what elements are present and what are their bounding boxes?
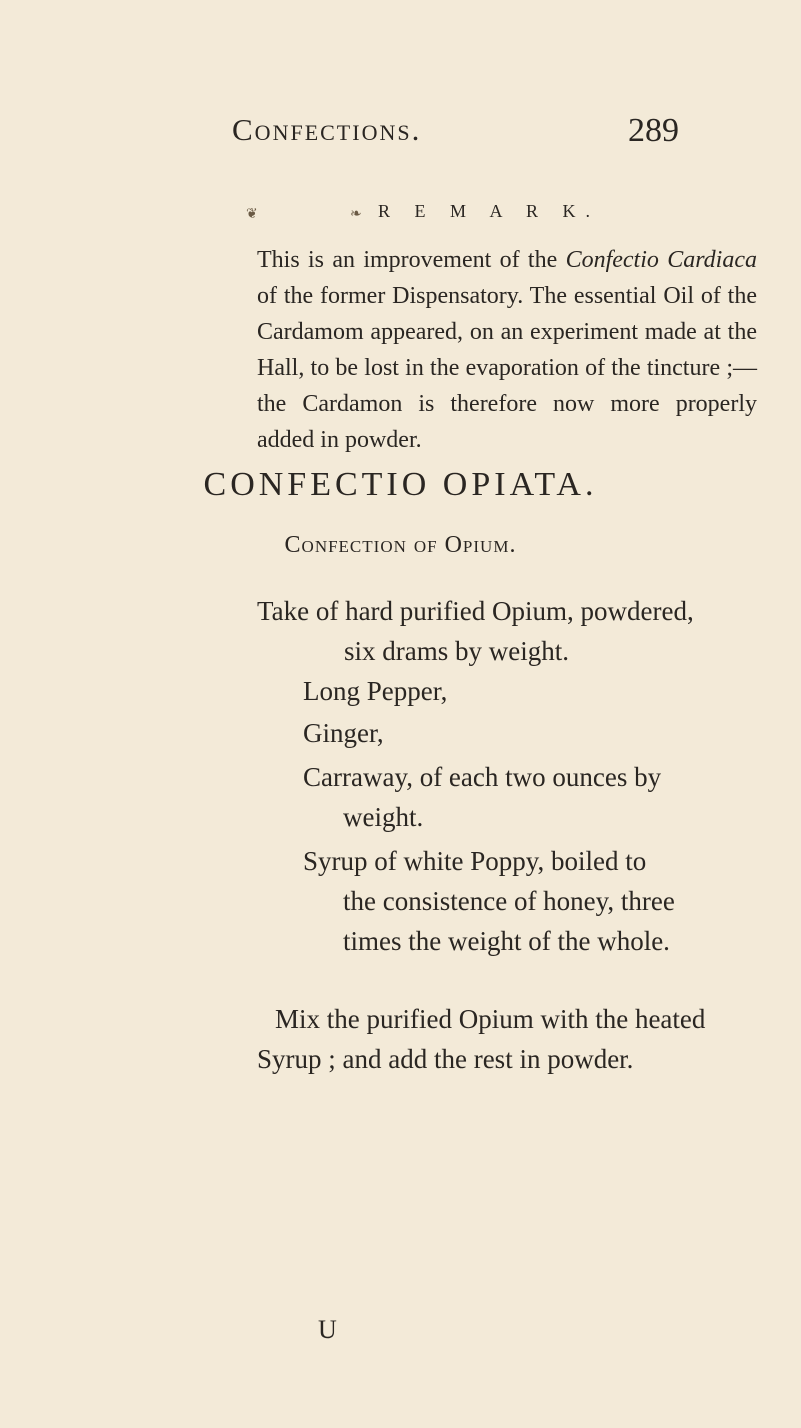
recipe-line: Syrup of white Poppy, boiled to [303,846,647,876]
recipe-line: the consistence of honey, three [343,886,675,916]
signature-mark: U [318,1315,337,1344]
ornament-icon: ❧ [350,207,362,222]
remark-label: R E M A R K. [378,201,601,221]
recipe-line: weight. [343,802,424,832]
running-head [0,112,801,162]
remark-paragraph [257,242,757,458]
running-head-title: Confections. [232,112,422,147]
recipe-line: six drams by weight. [344,636,569,666]
recipe-line: Ginger, [303,718,384,748]
remark-text-italic: Confectio Cardiaca [565,247,757,273]
section-subheading: Confection of Opium. [284,532,517,558]
section-heading: CONFECTIO OPIATA. [203,466,598,503]
recipe-line: times the weight of the whole. [343,926,670,956]
remark-text-end: of the former Dispensatory. The essential Oil of the Cardamom appeared, on an experiment made at the Hall, to be lost in the evaporation of the tincture ;—the Cardamon is therefore now more properly added in powder. [257,283,757,453]
recipe-line: Take of hard purified Opium, powdered, [257,596,694,626]
page-number: 289 [628,112,679,149]
method-line: Syrup ; and add the rest in powder. [257,1044,634,1074]
ornament-icon: ❦ [246,207,258,222]
remark-text-start: This is an improvement of the [257,247,566,273]
recipe-line: Long Pepper, [303,676,448,706]
recipe-line: Carraway, of each two ounces by [303,762,662,792]
method-line: Mix the purified Opium with the heated [275,1004,706,1034]
